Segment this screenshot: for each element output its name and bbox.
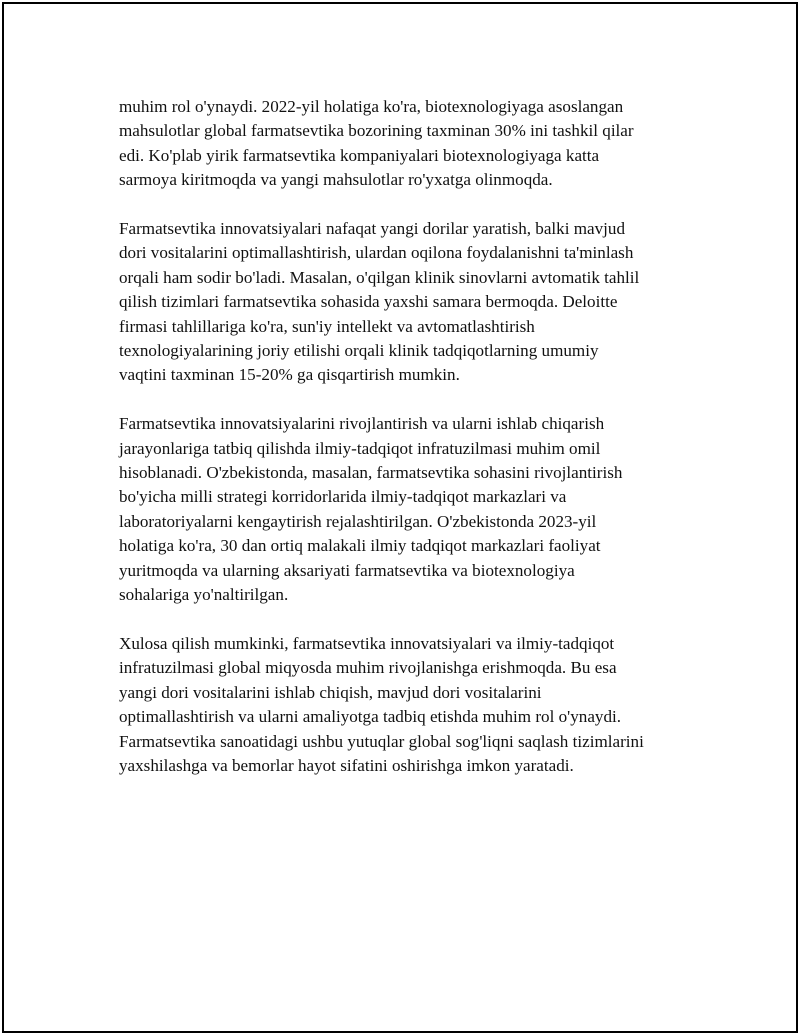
text-line: yaxshilashga va bemorlar hayot sifatini oshirishga imkon yaratadi. bbox=[119, 755, 574, 775]
text-line: yangi dori vositalarini ishlab chiqish, mavjud dori vositalarini bbox=[119, 682, 542, 702]
text-line: hisoblanadi. O'zbekistonda, masalan, farmatsevtika sohasini rivojlantirish bbox=[119, 463, 623, 483]
text-line: texnologiyalarining joriy etilishi orqali klinik tadqiqotlarning umumiy bbox=[119, 341, 599, 361]
text-line: dori vositalarini optimallashtirish, ulardan oqilona foydalanishni ta'minlash bbox=[119, 243, 634, 263]
text-line: edi. Ko'plab yirik farmatsevtika kompaniyalari biotexnologiyaga katta bbox=[119, 145, 600, 165]
text-line: firmasi tahlillariga ko'ra, sun'iy intellekt va avtomatlashtirish bbox=[119, 316, 535, 336]
text-line: Farmatsevtika innovatsiyalarini rivojlantirish va ularni ishlab chiqarish bbox=[119, 414, 605, 434]
paragraph-1 bbox=[119, 95, 694, 193]
document-body bbox=[119, 95, 694, 803]
text-line: Farmatsevtika innovatsiyalari nafaqat yangi dorilar yaratish, balki mavjud bbox=[119, 219, 626, 239]
text-line: Farmatsevtika sanoatidagi ushbu yutuqlar global sog'liqni saqlash tizimlarini bbox=[119, 731, 644, 751]
text-line: sarmoya kiritmoqda va yangi mahsulotlar ro'yxatga olinmoqda. bbox=[119, 170, 553, 190]
text-line: sohalariga yo'naltirilgan. bbox=[119, 585, 289, 605]
page-frame bbox=[2, 2, 798, 1033]
text-line: jarayonlariga tatbiq qilishda ilmiy-tadqiqot infratuzilmasi muhim omil bbox=[119, 438, 601, 458]
text-line: laboratoriyalarni kengaytirish rejalashtirilgan. O'zbekistonda 2023-yil bbox=[119, 511, 597, 531]
paragraph-3 bbox=[119, 412, 694, 607]
text-line: mahsulotlar global farmatsevtika bozorining taxminan 30% ini tashkil qilar bbox=[119, 121, 634, 141]
text-line: orqali ham sodir bo'ladi. Masalan, o'qilgan klinik sinovlarni avtomatik tahlil bbox=[119, 267, 640, 287]
text-line: qilish tizimlari farmatsevtika sohasida yaxshi samara bermoqda. Deloitte bbox=[119, 292, 618, 312]
paragraph-4 bbox=[119, 632, 694, 778]
text-line: infratuzilmasi global miqyosda muhim rivojlanishga erishmoqda. Bu esa bbox=[119, 658, 617, 678]
paragraph-2 bbox=[119, 217, 694, 388]
text-line: vaqtini taxminan 15-20% ga qisqartirish mumkin. bbox=[119, 365, 460, 385]
text-line: optimallashtirish va ularni amaliyotga tadbiq etishda muhim rol o'ynaydi. bbox=[119, 707, 622, 727]
text-line: bo'yicha milli strategi korridorlarida ilmiy-tadqiqot markazlari va bbox=[119, 487, 567, 507]
text-line: muhim rol o'ynaydi. 2022-yil holatiga ko'ra, biotexnologiyaga asoslangan bbox=[119, 97, 624, 116]
text-line: yuritmoqda va ularning aksariyati farmatsevtika va biotexnologiya bbox=[119, 560, 575, 580]
text-line: holatiga ko'ra, 30 dan ortiq malakali ilmiy tadqiqot markazlari faoliyat bbox=[119, 536, 601, 556]
text-line: Xulosa qilish mumkinki, farmatsevtika innovatsiyalari va ilmiy-tadqiqot bbox=[119, 633, 615, 653]
